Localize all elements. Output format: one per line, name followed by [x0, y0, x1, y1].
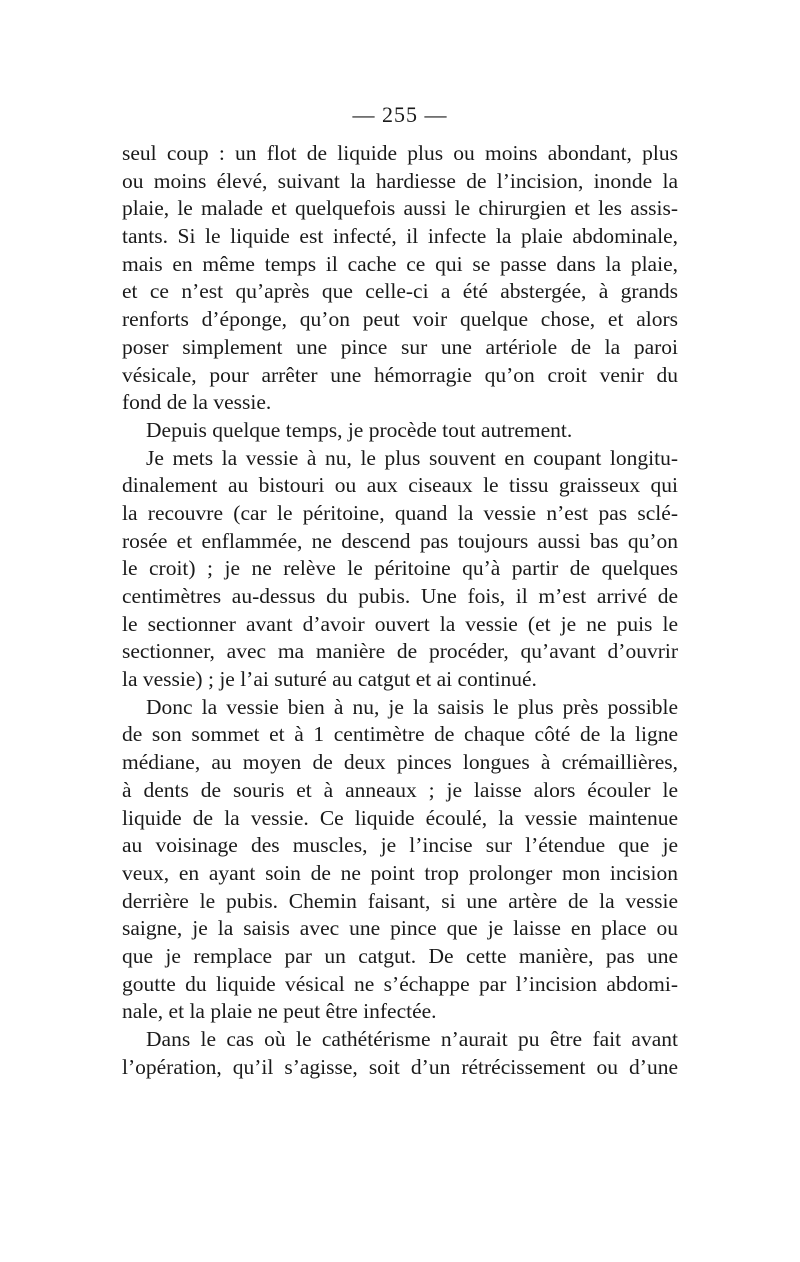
text-line: la vessie) ; je l’ai suturé au catgut et ai continué. — [122, 667, 537, 692]
text-line: dinalement au bistouri ou aux ciseaux le tissu graisseux qui — [122, 473, 678, 498]
text-line: rosée et enflammée, ne descend pas toujours aussi bas qu’on — [122, 528, 678, 553]
page-number: — 255 — — [352, 102, 448, 127]
text-line: plaie, le malade et quelquefois aussi le chirurgien et les assis- — [122, 196, 678, 221]
body-text — [122, 140, 678, 1081]
paragraph — [122, 445, 678, 694]
paragraph — [122, 694, 678, 1026]
paragraph — [122, 417, 678, 445]
text-line: à dents de souris et à anneaux ; je laisse alors écouler le — [122, 777, 678, 802]
text-line: seul coup : un flot de liquide plus ou moins abondant, plus — [122, 141, 678, 165]
text-line: renforts d’éponge, qu’on peut voir quelque chose, et alors — [122, 307, 678, 332]
text-line: de son sommet et à 1 centimètre de chaque côté de la ligne — [122, 722, 678, 747]
text-line: mais en même temps il cache ce qui se passe dans la plaie, — [122, 251, 678, 276]
text-line: l’opération, qu’il s’agisse, soit d’un rétrécissement ou d’une — [122, 1054, 678, 1079]
text-line: sectionner, avec ma manière de procéder, qu’avant d’ouvrir — [122, 639, 678, 664]
text-line: goutte du liquide vésical ne s’échappe par l’incision abdomi- — [122, 971, 678, 996]
text-line: Depuis quelque temps, je procède tout autrement. — [146, 417, 573, 442]
text-line: que je remplace par un catgut. De cette manière, pas une — [122, 943, 678, 968]
paragraph — [122, 1026, 678, 1081]
text-line: derrière le pubis. Chemin faisant, si une artère de la vessie — [122, 888, 678, 913]
text-line: le croit) ; je ne relève le péritoine qu’à partir de quelques — [122, 556, 678, 581]
text-line: au voisinage des muscles, je l’incise sur l’étendue que je — [122, 833, 678, 858]
text-line: Donc la vessie bien à nu, je la saisis le plus près possible — [146, 694, 678, 719]
text-line: centimètres au-dessus du pubis. Une fois, il m’est arrivé de — [122, 584, 678, 608]
text-line: veux, en ayant soin de ne point trop prolonger mon incision — [122, 860, 678, 885]
text-line: fond de la vessie. — [122, 390, 272, 415]
text-line: Dans le cas où le cathétérisme n’aurait pu être fait avant — [146, 1027, 678, 1051]
text-line: le sectionner avant d’avoir ouvert la vessie (et je ne puis le — [122, 611, 678, 636]
text-line: médiane, au moyen de deux pinces longues à crémaillières, — [122, 750, 678, 775]
text-line: Je mets la vessie à nu, le plus souvent en coupant longitu- — [146, 445, 678, 470]
text-line: nale, et la plaie ne peut être infectée. — [122, 999, 437, 1024]
text-line: saigne, je la saisis avec une pince que je laisse en place ou — [122, 916, 678, 941]
paragraph — [122, 140, 678, 417]
text-line: liquide de la vessie. Ce liquide écoulé, la vessie maintenue — [122, 805, 678, 830]
text-line: ou moins élevé, suivant la hardiesse de l’incision, inonde la — [122, 168, 678, 193]
text-line: tants. Si le liquide est infecté, il infecte la plaie abdominale, — [122, 224, 678, 249]
text-line: la recouvre (car le péritoine, quand la vessie n’est pas sclé- — [122, 500, 678, 525]
text-line: poser simplement une pince sur une artériole de la paroi — [122, 334, 678, 359]
text-line: et ce n’est qu’après que celle-ci a été abstergée, à grands — [122, 279, 678, 304]
text-line: vésicale, pour arrêter une hémorragie qu’on croit venir du — [122, 362, 678, 387]
